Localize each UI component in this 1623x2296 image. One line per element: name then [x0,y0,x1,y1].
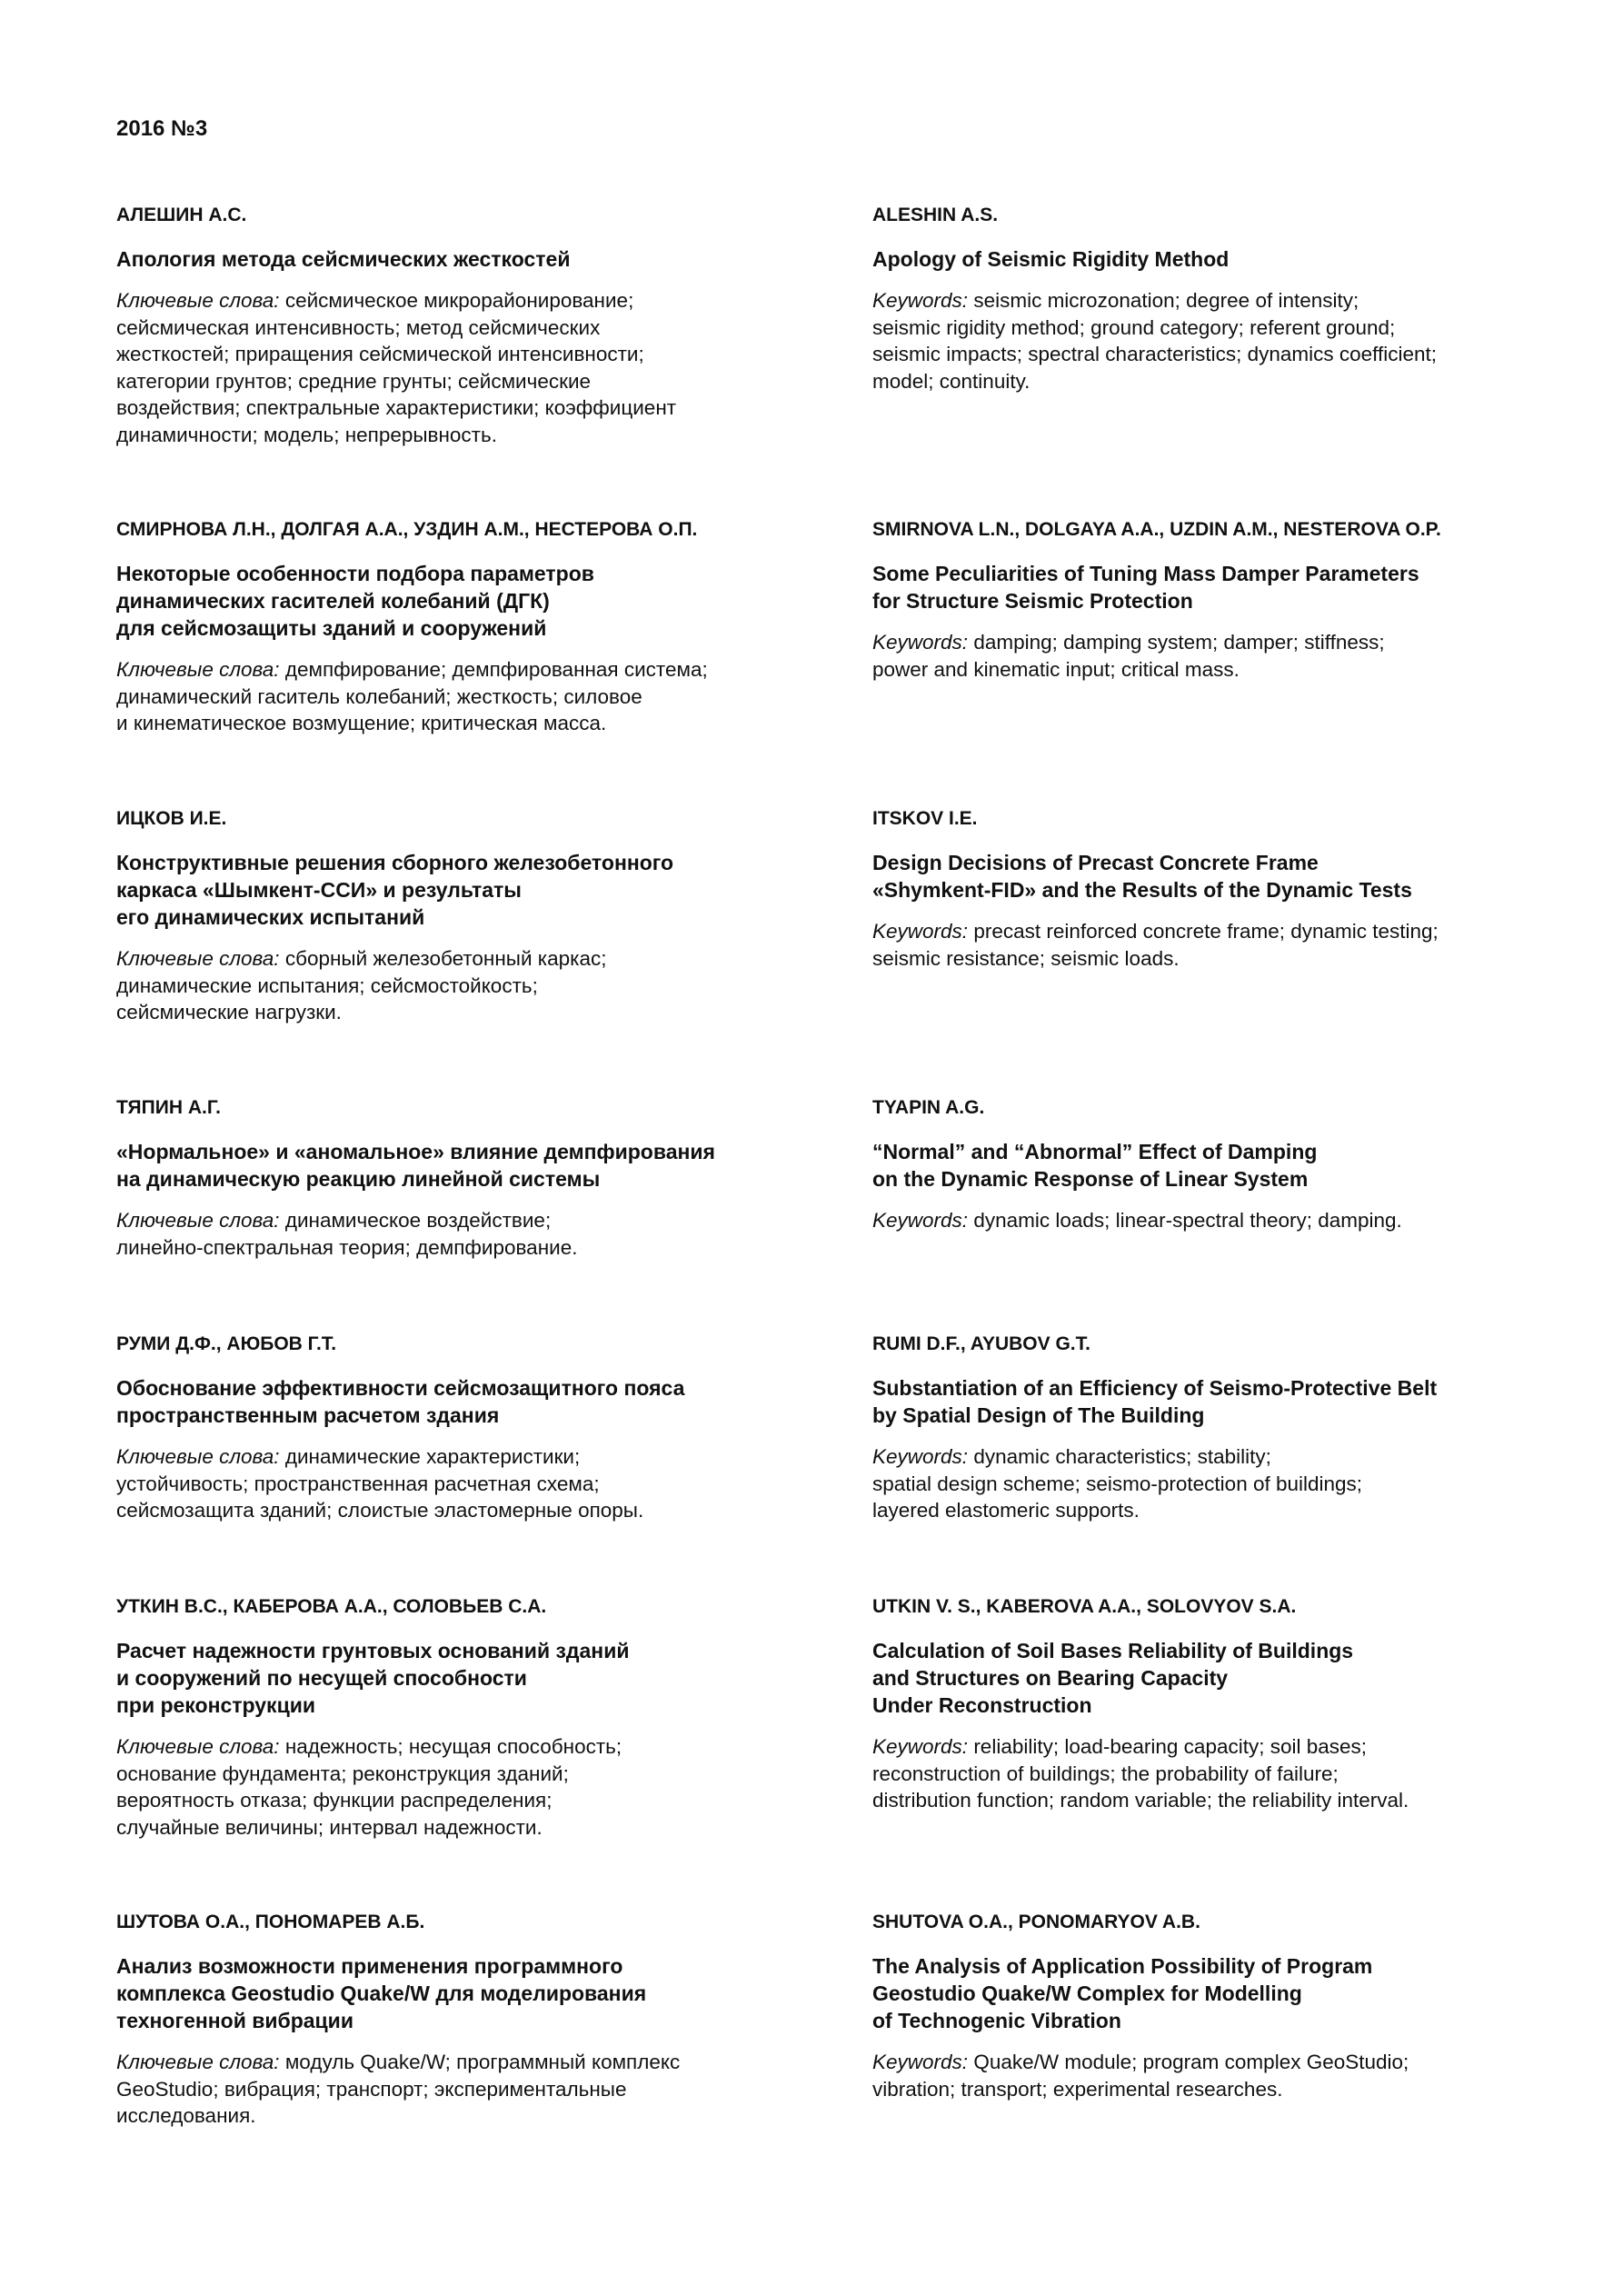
article-keywords [872,1207,1527,1234]
article-3-ru [116,805,807,1026]
keywords-label: Keywords: [872,920,969,943]
article-title: Apology of Seismic Rigidity Method [872,247,1230,271]
article-authors: UTKIN V. S., KABEROVA A.A., SOLOVYOV S.A. [872,1596,1297,1617]
article-title: The Analysis of Application Possibility of Program Geostudio Quake/W Complex for Modelling of Technogenic Vibration [872,1954,1373,2032]
article-keywords [872,287,1527,394]
article-title: «Нормальное» и «аномальное» влияние демпфирования на динамическую реакцию линейной системы [116,1140,715,1191]
keywords-label: Keywords: [872,1735,969,1758]
keywords-text: модуль Quake/W; программный комплекс GeoStudio; вибрация; транспорт; экспериментальные исследования. [116,2051,681,2127]
article-5-en [872,1331,1527,1524]
article-7-ru [116,1909,807,2130]
keywords-text: damping; damping system; damper; stiffness; power and kinematic input; critical mass. [872,631,1385,681]
keywords-label: Ключевые слова: [116,2051,280,2073]
keywords-text: сборный железобетонный каркас; динамические испытания; сейсмостойкость; сейсмические нагрузки. [116,947,607,1023]
article-authors: SMIRNOVA L.N., DOLGAYA A.A., UZDIN A.M., NESTEROVA O.P. [872,519,1441,540]
article-3-en [872,805,1527,972]
article-title: Обоснование эффективности сейсмозащитного пояса пространственным расчетом здания [116,1376,685,1427]
article-title: Расчет надежности грунтовых оснований зданий и сооружений по несущей способности при реконструкции [116,1639,630,1717]
article-keywords [116,945,807,1026]
article-title: Some Peculiarities of Tuning Mass Damper Parameters for Structure Seismic Protection [872,562,1419,613]
article-authors: ITSKOV I.E. [872,808,978,829]
article-keywords [116,1207,807,1261]
keywords-label: Keywords: [872,289,969,312]
article-2-en [872,516,1527,683]
keywords-text: precast reinforced concrete frame; dynamic testing; seismic resistance; seismic loads. [872,920,1439,970]
article-5-ru [116,1331,807,1524]
keywords-text: надежность; несущая способность; основание фундамента; реконструкция зданий; вероятность отказа; функции распределения; случайные величины; интервал надежности. [116,1735,622,1839]
article-authors: ALESHIN A.S. [872,205,999,225]
article-authors: SHUTOVA O.A., PONOMARYOV A.B. [872,1912,1200,1932]
article-authors: ШУТОВА О.А., ПОНОМАРЕВ А.Б. [116,1912,425,1932]
keywords-label: Ключевые слова: [116,658,280,681]
keywords-text: Quake/W module; program complex GeoStudio; vibration; transport; experimental researches. [872,2051,1409,2101]
keywords-text: dynamic characteristics; stability; spatial design scheme; seismo-protection of buildings; layered elastomeric supports. [872,1445,1363,1522]
keywords-text: динамические характеристики; устойчивость; пространственная расчетная схема; сейсмозащита зданий; слоистые эластомерные опоры. [116,1445,644,1522]
article-keywords [872,918,1527,972]
article-keywords [872,2049,1527,2102]
keywords-label: Ключевые слова: [116,1735,280,1758]
keywords-label: Ключевые слова: [116,947,280,970]
keywords-label: Ключевые слова: [116,1209,280,1232]
article-7-en [872,1909,1527,2102]
article-title: Апология метода сейсмических жесткостей [116,247,571,271]
keywords-text: сейсмическое микрорайонирование; сейсмическая интенсивность; метод сейсмических жесткостей; приращения сейсмической интенсивности; категории грунтов; средние грунты; сейсмические воздействия; спектральные характеристики; коэффициент динамичности; модель; непрерывность. [116,289,677,446]
keywords-text: dynamic loads; linear-spectral theory; damping. [973,1209,1402,1232]
article-title: “Normal” and “Abnormal” Effect of Damping on the Dynamic Response of Linear System [872,1140,1318,1191]
keywords-label: Ключевые слова: [116,1445,280,1468]
issue-number: 2016 №3 [116,116,208,141]
article-authors: ИЦКОВ И.Е. [116,808,227,829]
article-authors: УТКИН В.С., КАБЕРОВА А.А., СОЛОВЬЕВ С.А. [116,1596,547,1617]
article-authors: ТЯПИН А.Г. [116,1097,221,1118]
keywords-text: демпфирование; демпфированная система; динамический гаситель колебаний; жесткость; силовое и кинематическое возмущение; критическая масса. [116,658,708,734]
article-keywords [872,1733,1527,1814]
article-authors: TYAPIN A.G. [872,1097,985,1118]
article-6-en [872,1593,1527,1814]
article-6-ru [116,1593,807,1841]
article-title: Design Decisions of Precast Concrete Frame «Shymkent-FID» and the Results of the Dynamic Tests [872,851,1412,902]
article-title: Конструктивные решения сборного железобетонного каркаса «Шымкент-ССИ» и результаты его динамических испытаний [116,851,674,929]
keywords-label: Keywords: [872,2051,969,2073]
keywords-text: reliability; load-bearing capacity; soil bases; reconstruction of buildings; the probability of failure; distribution function; random variable; the reliability interval. [872,1735,1409,1812]
article-title: Анализ возможности применения программного комплекса Geostudio Quake/W для моделирования техногенной вибрации [116,1954,647,2032]
keywords-label: Keywords: [872,1445,969,1468]
keywords-label: Keywords: [872,1209,969,1232]
article-4-ru [116,1094,807,1261]
keywords-label: Ключевые слова: [116,289,280,312]
article-title: Calculation of Soil Bases Reliability of Buildings and Structures on Bearing Capacity Under Reconstruction [872,1639,1354,1717]
keywords-text: динамическое воздействие; линейно-спектральная теория; демпфирование. [116,1209,578,1259]
article-keywords [116,2049,807,2130]
article-authors: РУМИ Д.Ф., АЮБОВ Г.Т. [116,1333,337,1354]
article-keywords [116,287,807,448]
article-2-ru [116,516,807,737]
article-keywords [116,1443,807,1524]
article-authors: СМИРНОВА Л.Н., ДОЛГАЯ А.А., УЗДИН А.М., НЕСТЕРОВА О.П. [116,519,698,540]
article-title: Substantiation of an Efficiency of Seismo-Protective Belt by Spatial Design of The Building [872,1376,1438,1427]
keywords-text: seismic microzonation; degree of intensity; seismic rigidity method; ground category; referent ground; seismic impacts; spectral characteristics; dynamics coefficient; model; continuity. [872,289,1438,393]
article-1-en [872,202,1527,394]
article-4-en [872,1094,1527,1234]
article-authors: RUMI D.F., AYUBOV G.T. [872,1333,1090,1354]
article-keywords [872,1443,1527,1524]
article-keywords [116,1733,807,1841]
article-keywords [116,656,807,737]
keywords-label: Keywords: [872,631,969,654]
article-keywords [872,629,1527,683]
article-authors: АЛЕШИН А.С. [116,205,247,225]
article-title: Некоторые особенности подбора параметров динамических гасителей колебаний (ДГК) для сейсмозащиты зданий и сооружений [116,562,594,640]
article-1-ru [116,202,807,448]
